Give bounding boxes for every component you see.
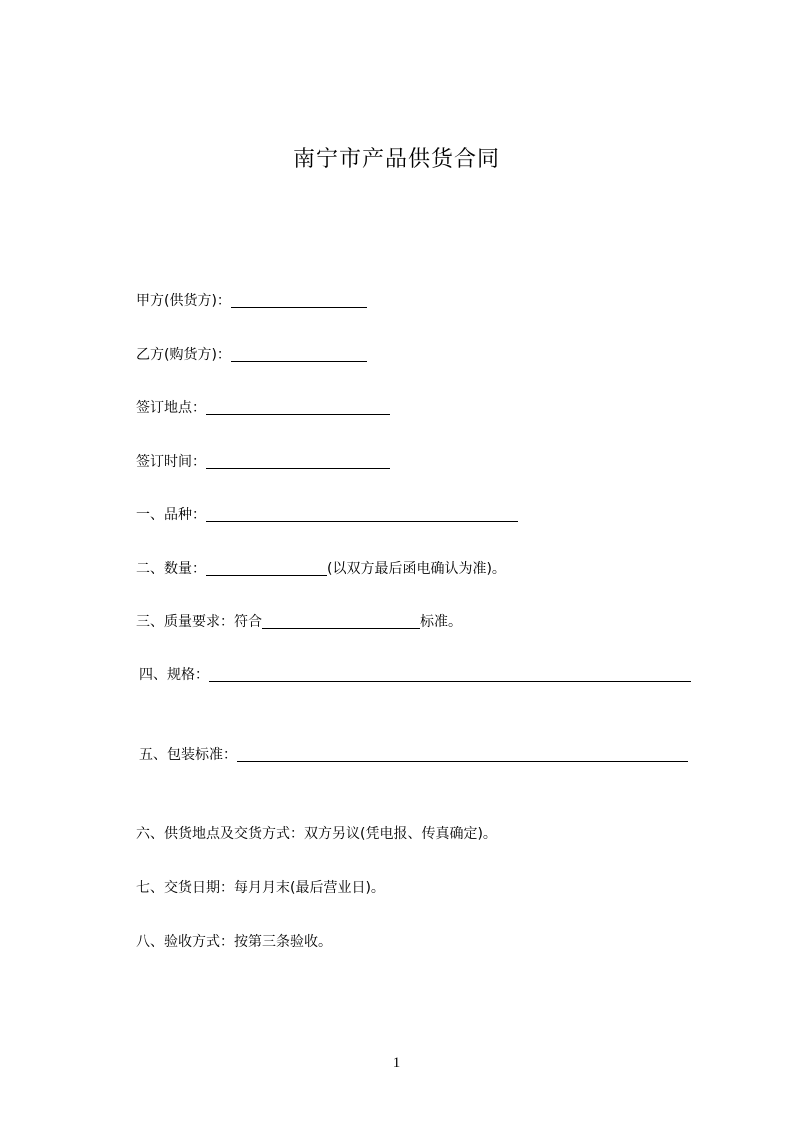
party-b-label: 乙方(购货方)： — [136, 347, 231, 363]
clause-6-line: 六、供货地点及交货方式：双方另议(凭电报、传真确定)。 — [136, 826, 497, 842]
clause-3-label: 三、质量要求：符合 — [136, 614, 262, 630]
party-a-blank[interactable] — [231, 293, 367, 308]
sign-place-blank[interactable] — [206, 400, 390, 415]
clause-3-suffix: 标准。 — [420, 614, 462, 630]
party-a-line — [136, 291, 367, 311]
packaging-blank[interactable] — [237, 747, 688, 762]
clause-7-line: 七、交货日期：每月月末(最后营业日)。 — [136, 880, 385, 896]
clause-2-label: 二、数量： — [136, 561, 206, 577]
clause-2-line — [136, 559, 506, 579]
sign-time-blank[interactable] — [206, 454, 390, 469]
sign-place-line — [136, 398, 390, 418]
contract-title: 南宁市产品供货合同 — [292, 147, 500, 172]
clause-4-line — [139, 665, 691, 685]
variety-blank[interactable] — [206, 507, 518, 522]
clause-8-line: 八、验收方式：按第三条验收。 — [136, 934, 332, 950]
clause-1-line — [136, 505, 518, 525]
sign-time-line — [136, 452, 390, 472]
sign-time-label: 签订时间： — [136, 454, 206, 470]
party-a-label: 甲方(供货方)： — [136, 293, 231, 309]
page-number: 1 — [392, 1055, 401, 1071]
clause-1-label: 一、品种： — [136, 507, 206, 523]
clause-3-line — [136, 612, 462, 632]
quality-standard-blank[interactable] — [262, 614, 420, 629]
specification-blank[interactable] — [209, 667, 691, 682]
clause-2-suffix: (以双方最后函电确认为准)。 — [327, 561, 506, 577]
party-b-blank[interactable] — [231, 347, 367, 362]
quantity-blank[interactable] — [206, 561, 327, 576]
clause-4-label: 四、规格： — [139, 667, 209, 683]
clause-5-label: 五、包装标准： — [139, 747, 237, 763]
party-b-line — [136, 345, 367, 365]
sign-place-label: 签订地点： — [136, 400, 206, 416]
clause-5-line — [139, 745, 688, 765]
